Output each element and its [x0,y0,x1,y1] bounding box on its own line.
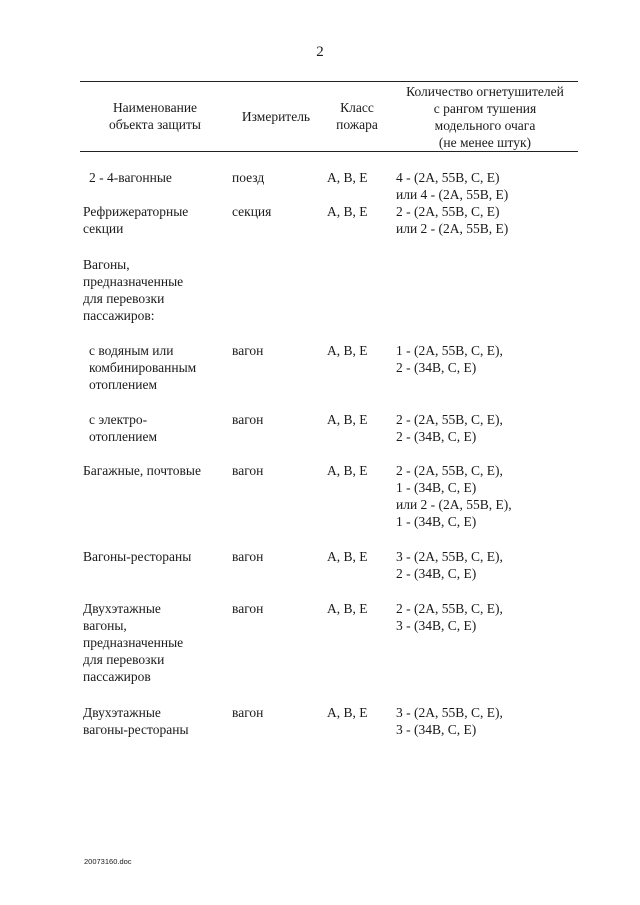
cell-fire-class: А, В, Е [327,343,368,358]
header-measure [230,108,322,125]
cell-fire-class: А, В, Е [327,170,368,185]
cell-object-name: Рефрижераторные секции [83,204,189,236]
cell-measure: секция [232,204,272,219]
header-fire-class-text: Класс пожара [336,100,378,132]
cell-measure: вагон [232,549,264,564]
header-object-name [80,99,230,133]
cell-object-name: Багажные, почтовые [83,463,201,478]
cell-object-name: с электро- отоплением [89,412,157,444]
cell-fire-class: А, В, Е [327,463,368,478]
cell-quantity: 4 - (2А, 55В, С, Е) или 4 - (2А, 55В, Е) [396,170,509,202]
cell-measure: поезд [232,170,265,185]
cell-measure: вагон [232,343,264,358]
cell-quantity: 2 - (2А, 55В, С, Е), 3 - (34В, С, Е) [396,601,503,633]
header-object-name-text: Наименование объекта защиты [109,100,201,132]
cell-quantity: 2 - (2А, 55В, С, Е), 2 - (34В, С, Е) [396,412,503,444]
cell-object-name: 2 - 4-вагонные [89,170,172,185]
cell-fire-class: А, В, Е [327,412,368,427]
table-header-rule [80,151,578,152]
cell-fire-class: А, В, Е [327,204,368,219]
cell-quantity: 2 - (2А, 55В, С, Е), 1 - (34В, С, Е) или 2 - (2А, 55В, Е), 1 - (34В, С, Е) [396,463,512,529]
cell-quantity: 2 - (2А, 55В, С, Е) или 2 - (2А, 55В, Е) [396,204,509,236]
header-extinguisher-quantity-text: Количество огнетушителей с рангом тушения модельного очага (не менее штук) [406,84,564,150]
cell-object-name: Вагоны-рестораны [83,549,192,564]
document-filename-footer: 20073160.doc [84,857,132,866]
header-fire-class [322,99,392,133]
cell-quantity: 3 - (2А, 55В, С, Е), 3 - (34В, С, Е) [396,705,503,737]
cell-quantity: 1 - (2А, 55В, С, Е), 2 - (34В, С, Е) [396,343,503,375]
cell-fire-class: А, В, Е [327,705,368,720]
header-measure-text: Измеритель [241,109,311,124]
cell-measure: вагон [232,412,264,427]
cell-measure: вагон [232,463,264,478]
cell-fire-class: А, В, Е [327,549,368,564]
table-top-rule [80,81,578,82]
header-extinguisher-quantity [385,83,585,151]
cell-measure: вагон [232,601,264,616]
cell-object-name: Вагоны, предназначенные для перевозки пассажиров: [83,257,184,323]
cell-object-name: Двухэтажные вагоны-рестораны [83,705,189,737]
cell-object-name: с водяным или комбинированным отоплением [89,343,197,392]
cell-quantity: 3 - (2А, 55В, С, Е), 2 - (34В, С, Е) [396,549,503,581]
page-number: 2 [316,44,324,60]
cell-fire-class: А, В, Е [327,601,368,616]
cell-object-name: Двухэтажные вагоны, предназначенные для перевозки пассажиров [83,601,184,684]
cell-measure: вагон [232,705,264,720]
